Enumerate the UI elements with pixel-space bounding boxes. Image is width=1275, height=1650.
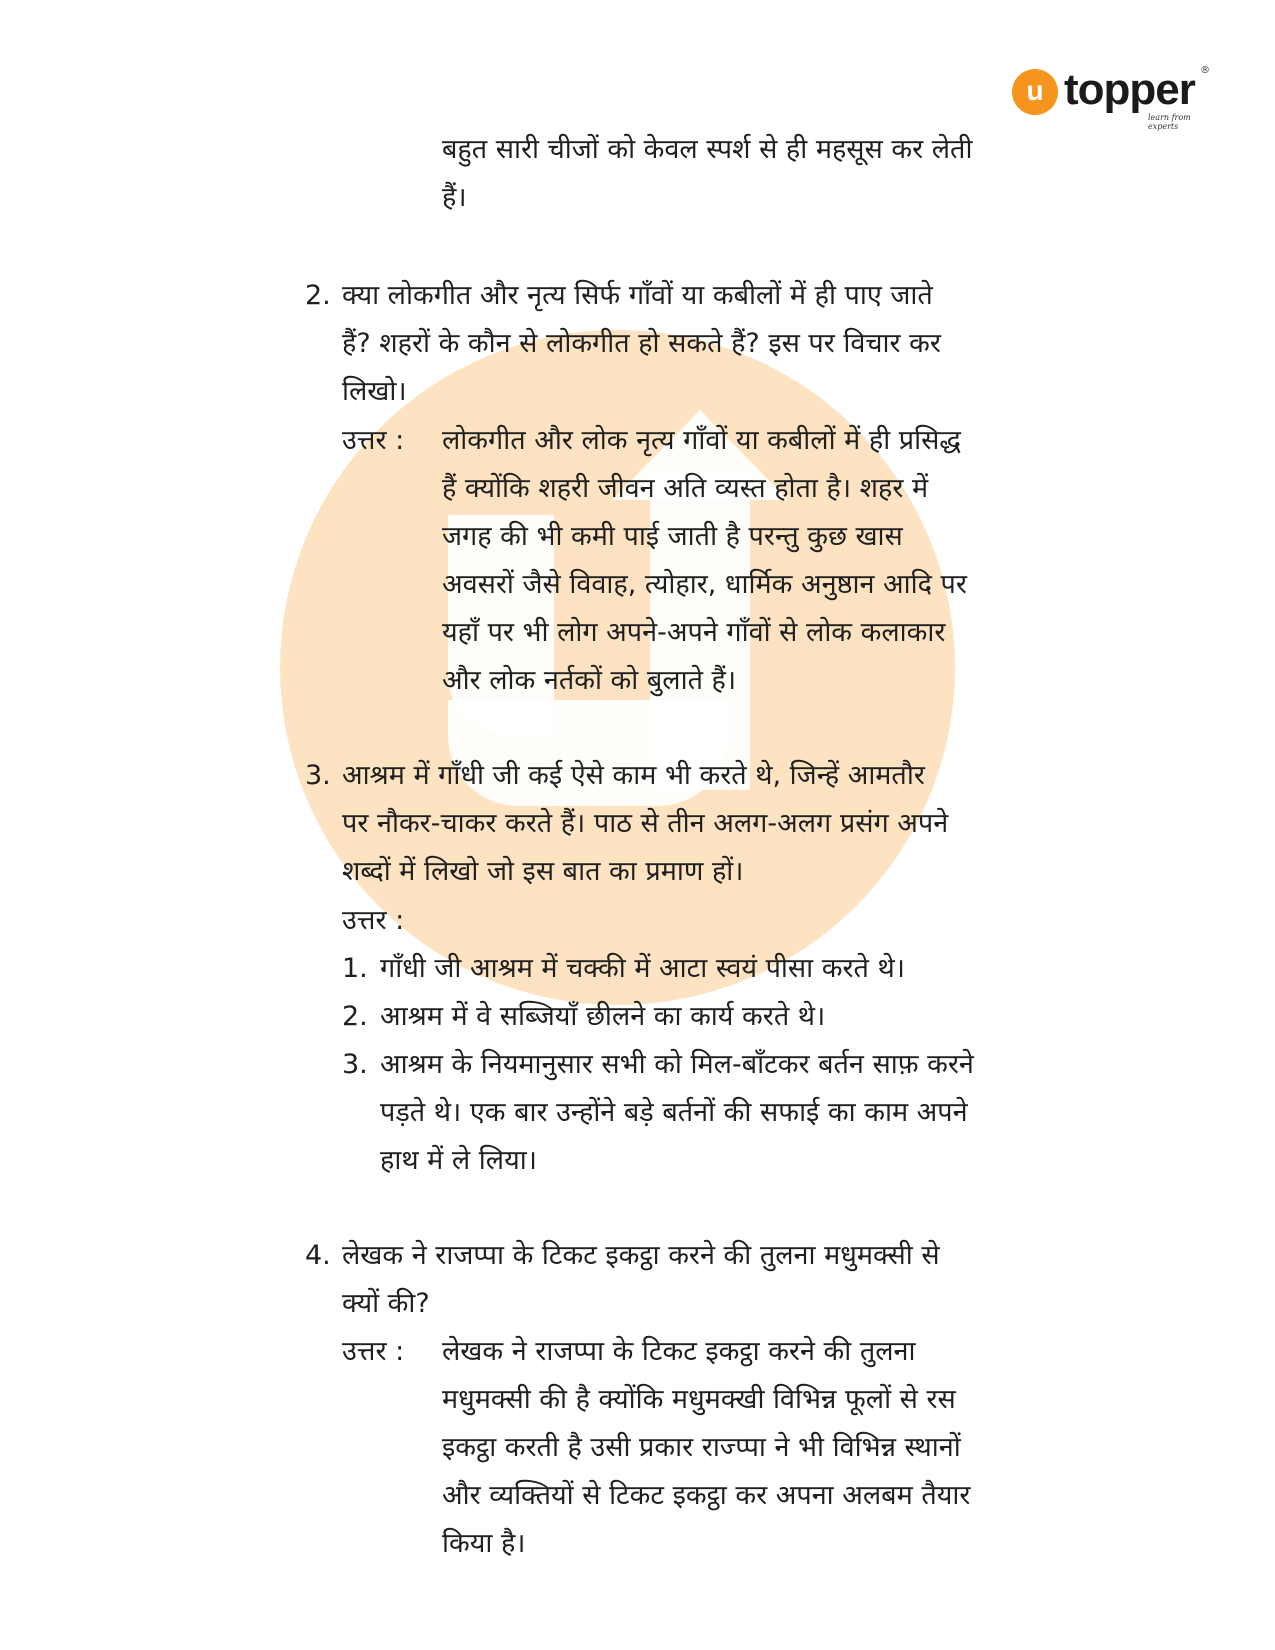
answer-4-line-5: किया है।: [442, 1528, 526, 1559]
answer-3-point-1-number: 1.: [342, 953, 368, 984]
answer-2-label: उत्तर :: [342, 425, 405, 456]
question-2-line-2: हैं? शहरों के कौन से लोकगीत हो सकते हैं? इस पर विचार कर: [342, 328, 941, 359]
answer-3-point-3-line-1: आश्रम के नियमानुसार सभी को मिल-बाँटकर बर्तन साफ़ करने: [380, 1049, 974, 1080]
continued-line-2: हैं।: [442, 182, 467, 213]
answer-4-line-1: लेखक ने राजप्पा के टिकट इकट्ठा करने की तुलना: [442, 1336, 916, 1367]
answer-3-point-1: गाँधी जी आश्रम में चक्की में आटा स्वयं पीसा करते थे।: [380, 953, 905, 984]
answer-2-line-1: लोकगीत और लोक नृत्य गाँवों या कबीलों में ही प्रसिद्ध: [442, 425, 961, 456]
utopper-logo: [1012, 65, 1212, 131]
question-2-number: 2.: [305, 280, 331, 311]
question-3-number: 3.: [305, 760, 331, 791]
question-4-line-1: लेखक ने राजप्पा के टिकट इकट्ठा करने की तुलना मधुमक्सी से: [342, 1240, 940, 1271]
logo-u-icon: u: [1012, 69, 1058, 115]
answer-3-label: उत्तर :: [342, 905, 405, 936]
answer-3-point-2-number: 2.: [342, 1001, 368, 1032]
answer-3-point-2: आश्रम में वे सब्जियाँ छीलने का कार्य करते थे।: [380, 1001, 826, 1032]
answer-4-line-4: और व्यक्तियों से टिकट इकट्ठा कर अपना अलबम तैयार: [442, 1480, 971, 1511]
question-3-line-1: आश्रम में गाँधी जी कई ऐसे काम भी करते थे, जिन्हें आमतौर: [342, 760, 925, 791]
answer-2-line-6: और लोक नर्तकों को बुलाते हैं।: [442, 665, 737, 696]
question-2-line-1: क्या लोकगीत और नृत्य सिर्फ गाँवों या कबीलों में ही पाए जाते: [342, 280, 933, 311]
answer-4-label: उत्तर :: [342, 1336, 405, 1367]
answer-3-point-3-line-2: पड़ते थे। एक बार उन्होंने बड़े बर्तनों की सफाई का काम अपने: [380, 1097, 968, 1128]
answer-2-line-2: हैं क्योंकि शहरी जीवन अति व्यस्त होता है। शहर में: [442, 473, 929, 504]
answer-2-line-4: अवसरों जैसे विवाह, त्योहार, धार्मिक अनुष्ठान आदि पर: [442, 569, 967, 600]
logo-wordmark: topper: [1064, 65, 1195, 114]
continued-line-1: बहुत सारी चीजों को केवल स्पर्श से ही महसूस कर लेती: [442, 134, 973, 165]
question-4-number: 4.: [305, 1240, 331, 1271]
answer-2-line-3: जगह की भी कमी पाई जाती है परन्तु कुछ खास: [442, 521, 903, 552]
logo-tagline: learn from experts: [1148, 113, 1191, 131]
answer-4-line-2: मधुमक्सी की है क्योंकि मधुमक्खी विभिन्न फूलों से रस: [442, 1384, 956, 1415]
question-2-line-3: लिखो।: [342, 376, 407, 407]
answer-3-point-3-line-3: हाथ में ले लिया।: [380, 1145, 537, 1176]
logo-registered-mark: ®: [1200, 65, 1210, 76]
answer-3-point-3-number: 3.: [342, 1049, 368, 1080]
answer-4-line-3: इकट्ठा करती है उसी प्रकार राज्प्पा ने भी विभिन्न स्थानों: [442, 1432, 961, 1463]
question-3-line-3: शब्दों में लिखो जो इस बात का प्रमाण हों।: [342, 856, 744, 887]
question-4-line-2: क्यों की?: [342, 1288, 430, 1319]
question-3-line-2: पर नौकर-चाकर करते हैं। पाठ से तीन अलग-अलग प्रसंग अपने: [342, 808, 949, 839]
answer-2-line-5: यहाँ पर भी लोग अपने-अपने गाँवों से लोक कलाकार: [442, 617, 946, 648]
